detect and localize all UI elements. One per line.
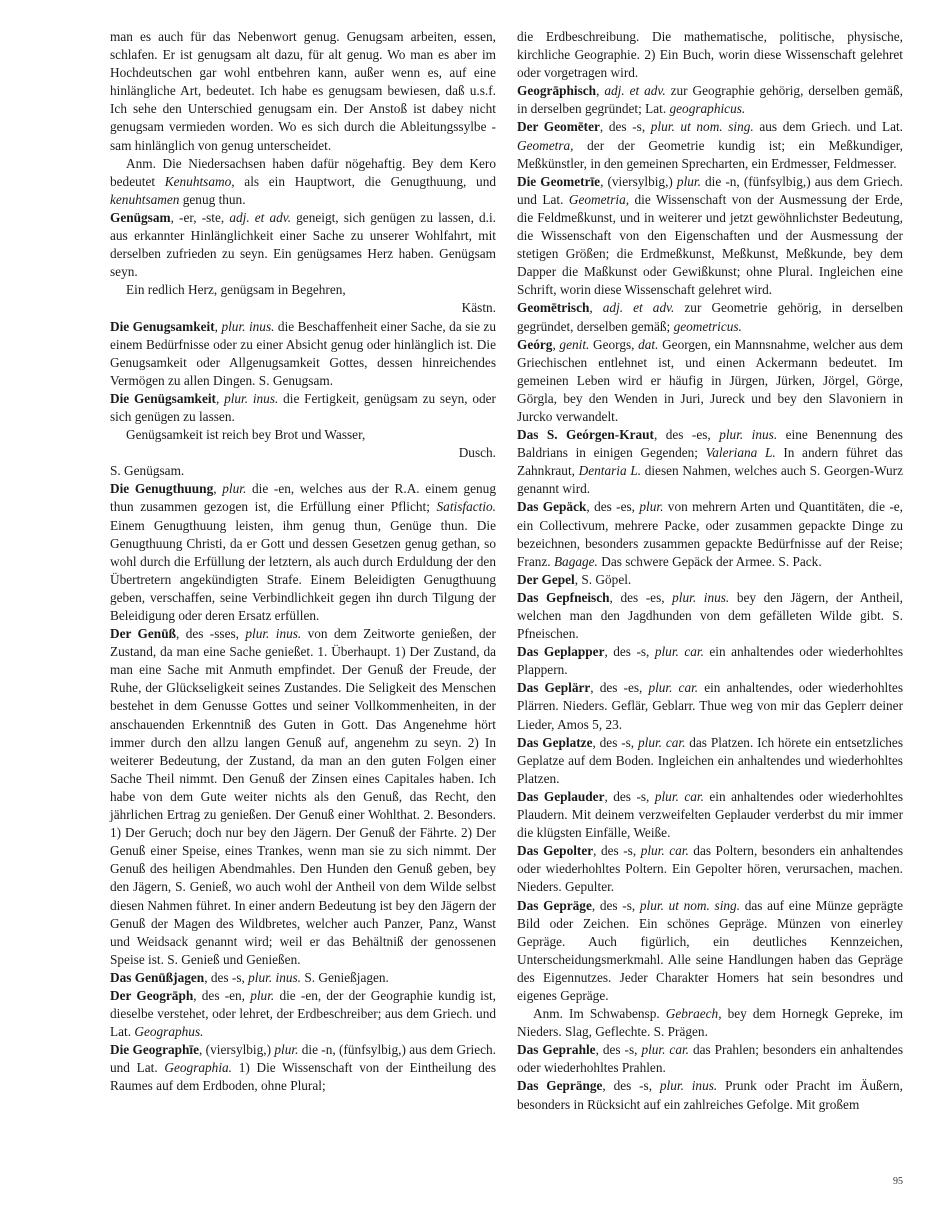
- headword: Das Gepolter: [517, 843, 594, 859]
- headword: Das Genūßjagen: [110, 969, 205, 985]
- headword: Die Genügsamkeit: [110, 390, 216, 406]
- headword: Das S. Geórgen-Kraut: [517, 427, 654, 443]
- headword: Der Geomēter: [517, 119, 600, 135]
- entry-gepfneisch: Das Gepfneisch, des -es, plur. inus. bey den Jägern, der Antheil, welchen man den Jagdhunden von dem gefälleten Wilde gibt. S. Pfneischen.: [517, 589, 904, 642]
- entry-geprahle: Das Geprahle, des -s, plur. car. das Prahlen; besonders ein anhaltendes oder wiederhohltes Prahlen.: [517, 1042, 904, 1076]
- entry-geplatze: Das Geplatze, des -s, plur. car. das Platzen. Ich hörete ein entsetzliches Geplatze auf dem Boden. Ingleichen ein anhaltendes und wiederhohltes Platzen.: [517, 734, 904, 786]
- entry-geograph: Der Geogrāph, des -en, plur. die -en, der der Geographie kundig ist, dieselbe verstehet, oder lehret, der Erdbeschreiber; aus dem Griech. und Lat. Geographus.: [110, 987, 497, 1040]
- annotation-paragraph: Anm. Die Niedersachsen haben dafür nögehaftig. Bey dem Kero bedeutet Kenuhtsamo, als ein Hauptwort, die Genugthuung, und kenuhtsamen genug thun.: [110, 155, 496, 207]
- entry-georg: Geórg, genit. Georgs, dat. Georgen, ein Mannsnahme, welcher aus dem Griechischen entlehnet ist, und einen Ackermann bedeutet. Im gemeinen Leben wird er häufig in Jürgen, Jürken, Jörgel, Görge, Görgla, bey den Wenden in Juri, Jureck und bey den Slavoniern in Jurcko verwandelt.: [517, 336, 904, 424]
- headword: Die Genugthuung: [110, 481, 214, 497]
- entry-gepraenge: Das Gepränge, des -s, plur. inus. Prunk oder Pracht im Äußern, besonders in Rücksicht auf ein zahlreiches Gefolge. Mit großem: [517, 1078, 903, 1112]
- continuation-paragraph: man es auch für das Nebenwort genug. Genugsam arbeiten, essen, schlafen. Er ist genugsam alt dazu, für alt genug. Wo man es aber im Hochdeutschen gar wohl entbehren kann, außer wenn es, auf eine hinlängliche Art, bedeutet. Ich habe es genugsam bewiesen, daß u.s.f. Ich sehe den Unterschied genugsam ein. Der Anstoß ist dabey nicht genugsam vermieden worden. Wo es sich durch die Ableitungssylbe -sam hinlänglich von genug unterscheidet.: [110, 29, 496, 153]
- headword: Das Geplapper: [517, 644, 605, 660]
- annotation-paragraph: Anm. Im Schwabensp. Gebraech, bey dem Hornegk Gepreke, im Nieders. Slag, Geflechte. S. Prägen.: [517, 1006, 903, 1040]
- headword: Der Genūß: [110, 626, 176, 642]
- entry-genuss: Der Genūß, des -sses, plur. inus. von dem Zeitworte genießen, der Zustand, da man eine Sache genießet. 1. Überhaupt. 1) Der Zustand, da man eine Sache mit Anmuth empfindet. Der Genuß der Freude, der Ruhe, der Glückseligkeit seines Zustandes. Die Seligkeit des Menschen bestehet in dem Genusse Gottes und seiner Vollkommenheiten, in der anschauenden Erkenntniß des Guten in Gott. Das Angenehme hört immer durch den allzu langen Genuß auf, angenehm zu seyn. 2) In weiterer Bedeutung, der Zustand, da man an den guten Folgen einer Sache Theil nimmt. Den Genuß der Zinsen eines Capitales haben. Ich habe von dem Gute weiter nichts als den Genuß, das Recht, den jährlichen Ertrag zu genießen. Der Genuß einer Wohlthat. 2. Besonders. 1) Der Geruch; doch nur bey den Jägern. Der Genuß der Fährte. 2) Der Genuß einer Speise, eines Trankes, wenn man sie zu sich nimmt. Der Genuß des heiligen Abendmahles. Den Hunden den Genuß geben, bey den Jägern, S. Genieß, wo auch wohl der Antheil von dem Wilde selbst diesen Nahmen führet. In einer andern Bedeutung ist bey den Jägern der Genuß der Magen des Wildbretes, welcher auch Panzer, Panz, Wanst und Weidsack genannt wird; weil er das Behältniß der genossenen Speise ist. S. Genieß und Genießen.: [110, 626, 496, 967]
- continuation-paragraph: die Erdbeschreibung. Die mathematische, politische, physische, kirchliche Geographie. 2) Ein Buch, worin diese Wissenschaft gelehret oder vorgetragen wird.: [517, 29, 903, 81]
- cross-reference: S. Genügsam.: [110, 463, 185, 479]
- headword: Genügsam: [110, 209, 171, 225]
- entry-gepolter: Das Gepolter, des -s, plur. car. das Poltern, besonders ein anhaltendes oder wiederhohltes Poltern. Ein Gepolter hören, verursachen, machen. Nieders. Gepulter.: [517, 843, 904, 895]
- quote-line: Ein redlich Herz, genügsam in Begehren,: [126, 282, 346, 298]
- entry-genugsamkeit: Die Genugsamkeit, plur. inus. die Beschaffenheit einer Sache, da sie zu einem Bedürfnisse oder zu einer Absicht genug oder hinlänglich ist. Die Genugsamkeit oder Allgenugsamkeit Gottes, dessen hinreichendes Vermögen zu allen Dingen. S. Genugsam.: [110, 318, 496, 388]
- entry-geplapper: Das Geplapper, des -s, plur. car. ein anhaltendes oder wiederhohltes Plappern.: [517, 644, 903, 678]
- entry-geplaerr: Das Geplärr, des -es, plur. car. ein anhaltendes, oder wiederhohltes Plärren. Nieders. Geflär, Geblarr. Thue weg von mir das Geplerr deiner Lieder, Amos 5, 23.: [517, 680, 904, 732]
- headword: Geomētrisch: [517, 300, 590, 316]
- headword: Das Gepränge: [517, 1078, 603, 1094]
- entry-genugthuung: Die Genugthuung, plur. die -en, welches aus der R.A. einem genug thun zusammen gezogen ist, die Erfüllung einer Pflicht; Satisfactio. Einem Genugthuung leisten, ihm genug thun, Genüge thun. Die Genugthuung Christi, da er Gott und dessen Gesetzen genug gethan, so wohl durch die Erfüllung der letztern, als auch durch Erduldung der den Übertretern angekündigten Strafe. Einem Beleidigten Genugthuung geben, verschaffen, seine Verbindlichkeit gegen ihn durch Tilgung der Beleidigung oder deren Ersatz erfüllen.: [110, 481, 496, 623]
- headword: Die Geometrīe: [517, 173, 601, 189]
- right-column: [517, 28, 903, 1114]
- entry-geographie: Die Geographīe, (viersylbig,) plur. die -n, (fünfsylbig,) aus dem Griech. und Lat. Geographia. 1) Die Wissenschaft von der Eintheilung des Raumes auf dem Erdboden, ohne Plural;: [110, 1042, 497, 1094]
- entry-geographisch: Geogrāphisch, adj. et adv. zur Geographie gehörig, derselben gemäß, in derselben gegründet; Lat. geographicus.: [517, 83, 903, 117]
- entry-geometer: Der Geomēter, des -s, plur. ut nom. sing. aus dem Griech. und Lat. Geometra, der der Geometrie kundig ist; ein Meßkundiger, Meßkünstler, in den gemeinen Sprecharten, ein Erdmesser, Feldmesser.: [517, 119, 904, 171]
- headword: Die Genugsamkeit: [110, 318, 215, 334]
- entry-gepel: Der Gepel, S. Göpel.: [517, 571, 632, 587]
- headword: Das Geplatze: [517, 734, 593, 750]
- headword: Das Gepfneisch: [517, 589, 610, 605]
- headword: Das Geprahle: [517, 1042, 596, 1058]
- headword: Das Geplärr: [517, 680, 591, 696]
- headword: Das Gepräge: [517, 897, 592, 913]
- quote-line: Genügsamkeit ist reich bey Brot und Wasser,: [126, 427, 366, 443]
- entry-genuegsamkeit: Die Genügsamkeit, plur. inus. die Fertigkeit, genügsam zu seyn, oder sich genügen zu lassen.: [110, 390, 496, 424]
- quote-source: Kästn.: [461, 300, 496, 316]
- headword: Geórg: [517, 336, 553, 352]
- quote-source: Dusch.: [458, 445, 496, 461]
- entry-gepaeck: Das Gepäck, des -es, plur. von mehrern Arten und Quantitäten, die -e, ein Collectivum, mehrere Packe, oder zusammen gepackte Dinge zu bezeichnen, besonders zusammen gepackte Bedürfnisse auf der Reise; Franz. Bagage. Das schwere Gepäck der Armee. S. Pack.: [517, 499, 903, 569]
- entry-geometrie: Die Geometrīe, (viersylbig,) plur. die -n, (fünfsylbig,) aus dem Griech. und Lat. Geometria, die Wissenschaft von der Ausmessung der Erde, die Feldmeßkunst, und in weiterer und jetzt gewöhnlichster Bedeutung, die Wissenschaft von den Eigenschaften und der Ausmessung der stetigen Größen; die Erdmeßkunst, Meßkunst, Meßkunde, bey dem Dapper die Maßkunst oder Gewißkunst; ohne Plural. Ingleichen eine Schrift, worin diese Wissenschaft gelehret wird.: [517, 173, 903, 298]
- page-number: 95: [893, 1176, 903, 1187]
- entry-georgen-kraut: Das S. Geórgen-Kraut, des -es, plur. inus. eine Benennung des Baldrians in einigen Gegenden; Valeriana L. In andern führet das Zahnkraut, Dentaria L. diesen Nahmen, welches auch S. Georgen-Wurz genannt wird.: [517, 427, 903, 497]
- headword: Der Geogrāph: [110, 987, 194, 1003]
- headword: Die Geographīe: [110, 1042, 200, 1058]
- entry-gepraege: Das Gepräge, des -s, plur. ut nom. sing. das auf eine Münze geprägte Bild oder Zeichen. Ein schönes Gepräge. Münzen von einerley Gepräge. Auch figürlich, ein deutliches Kennzeichen, Unterscheidungsmerkmahl. Alle seine Handlungen haben das Gepräge des Eigennutzes. Jeder Charakter Homers hat sein besondres und eigenes Gepräge.: [517, 897, 904, 1003]
- entry-genussjagen: Das Genūßjagen, des -s, plur. inus. S. Genießjagen.: [110, 969, 389, 985]
- entry-geometrisch: Geomētrisch, adj. et adv. zur Geometrie gehörig, in derselben gegründet, derselben gemäß; geometricus.: [517, 300, 903, 334]
- headword: Das Gepäck: [517, 499, 587, 515]
- entry-genuegsam: Genügsam, -er, -ste, adj. et adv. geneigt, sich genügen zu lassen, d.i. aus erkannter Hinlänglichkeit einer Sache zu unserer Wohlfahrt, mit derselben zufrieden zu seyn. Ein genügsames Herz haben. Genügsam seyn.: [110, 209, 497, 280]
- headword: Das Geplauder: [517, 788, 605, 804]
- headword: Der Gepel: [517, 571, 575, 587]
- headword: Geogrāphisch: [517, 83, 597, 99]
- left-column: [110, 28, 496, 1096]
- entry-geplauder: Das Geplauder, des -s, plur. car. ein anhaltendes oder wiederhohltes Plaudern. Mit deinem verzweifelten Geplauder verderbst du mir immer die klügsten Einfälle, Weiße.: [517, 788, 903, 841]
